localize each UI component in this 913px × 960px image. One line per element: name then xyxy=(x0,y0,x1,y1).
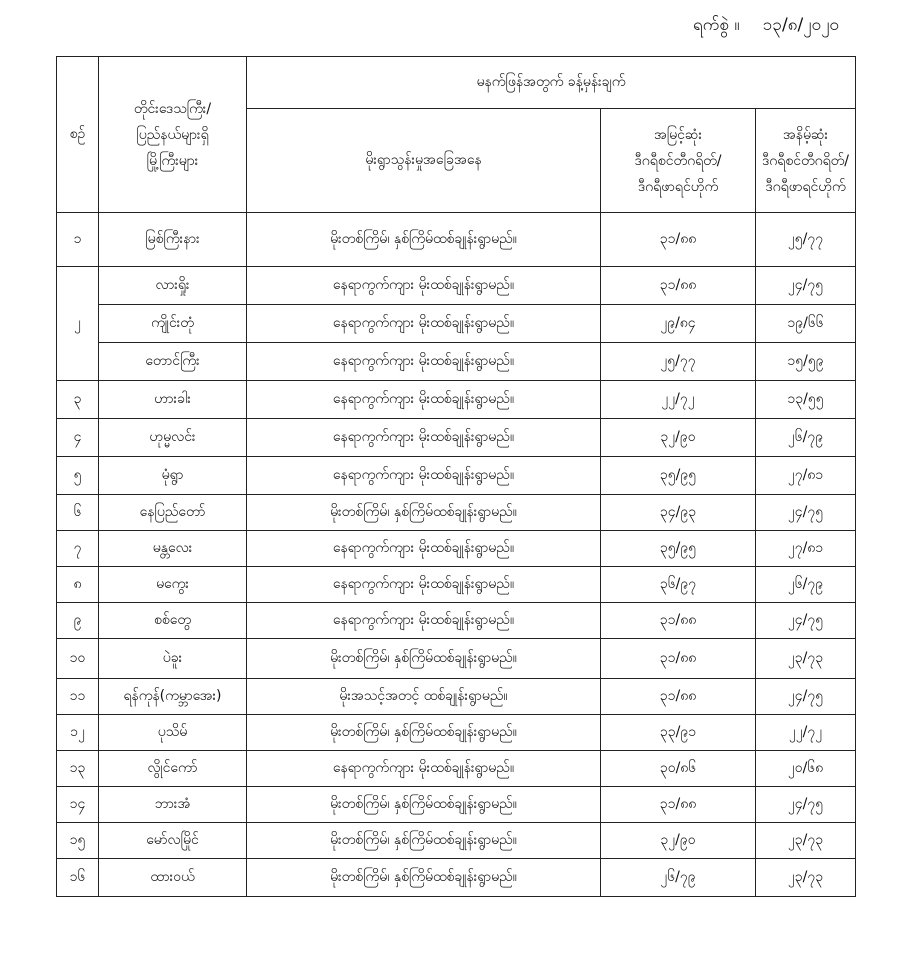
max-temp-cell: ၃၅/၉၅ xyxy=(601,457,756,495)
weather-cell: မိုးအသင့်အတင့် ထစ်ချုန်းရွာမည်။ xyxy=(247,679,601,715)
max-temp-cell: ၃၁/၈၈ xyxy=(601,267,756,305)
city-cell: ရန်ကုန်(ကမ္ဘာအေး) xyxy=(99,679,247,715)
table-row xyxy=(57,823,856,859)
table-row xyxy=(57,859,856,897)
weather-cell: မိုးတစ်ကြိမ်၊ နှစ်ကြိမ်ထစ်ချုန်းရွာမည်။ xyxy=(247,213,601,267)
table-body xyxy=(57,213,856,897)
min-temp-cell: ၂၃/၇၃ xyxy=(756,823,856,859)
row-number: ၁ xyxy=(57,213,99,267)
table-row xyxy=(57,267,856,305)
city-cell: စစ်တွေ xyxy=(99,603,247,639)
min-temp-cell: ၂၀/၆၈ xyxy=(756,751,856,787)
row-number: ၁၁ xyxy=(57,679,99,715)
weather-cell: နေရာကွက်ကျား မိုးထစ်ချုန်းရွာမည်။ xyxy=(247,343,601,381)
max-temp-cell: ၃၁/၈၈ xyxy=(601,603,756,639)
weather-cell: မိုးတစ်ကြိမ်၊ နှစ်ကြိမ်ထစ်ချုန်းရွာမည်။ xyxy=(247,859,601,897)
table-row xyxy=(57,787,856,823)
min-temp-cell: ၂၃/၇၃ xyxy=(756,639,856,679)
min-temp-cell: ၂၇/၈၁ xyxy=(756,457,856,495)
table-row xyxy=(57,305,856,343)
min-temp-cell: ၂၂/၇၂ xyxy=(756,715,856,751)
row-number: ၄ xyxy=(57,419,99,457)
table-row xyxy=(57,639,856,679)
max-temp-cell: ၃၅/၉၅ xyxy=(601,531,756,567)
row-number: ၅ xyxy=(57,457,99,495)
city-cell: မုံရွာ xyxy=(99,457,247,495)
table-row xyxy=(57,495,856,531)
header-max-temp: အမြင့်ဆုံး ဒီဂရီစင်တီဂရိတ်/ ဒီဂရီဖာရင်ဟိုက် xyxy=(601,109,756,213)
city-cell: လားရှိုး xyxy=(99,267,247,305)
min-temp-cell: ၂၄/၇၅ xyxy=(756,267,856,305)
date-line xyxy=(675,14,839,39)
table-row xyxy=(57,531,856,567)
header-forecast-group: မနက်ဖြန်အတွက် ခန့်မှန်းချက် xyxy=(247,57,856,109)
table-row xyxy=(57,715,856,751)
table-row xyxy=(57,343,856,381)
row-number: ၂ xyxy=(57,267,99,381)
row-number: ၇ xyxy=(57,531,99,567)
weather-cell: နေရာကွက်ကျား မိုးထစ်ချုန်းရွာမည်။ xyxy=(247,267,601,305)
city-cell: တောင်ကြီး xyxy=(99,343,247,381)
row-number: ၈ xyxy=(57,567,99,603)
row-number: ၁၄ xyxy=(57,787,99,823)
table-row xyxy=(57,457,856,495)
min-temp-cell: ၂၇/၈၁ xyxy=(756,531,856,567)
weather-cell: မိုးတစ်ကြိမ်၊ နှစ်ကြိမ်ထစ်ချုန်းရွာမည်။ xyxy=(247,715,601,751)
header-no: စဉ် xyxy=(57,57,99,213)
weather-cell: မိုးတစ်ကြိမ်၊ နှစ်ကြိမ်ထစ်ချုန်းရွာမည်။ xyxy=(247,787,601,823)
city-cell: မြစ်ကြီးနား xyxy=(99,213,247,267)
date-label: ရက်စွဲ ။ xyxy=(692,15,740,35)
weather-cell: နေရာကွက်ကျား မိုးထစ်ချုန်းရွာမည်။ xyxy=(247,531,601,567)
min-temp-cell: ၁၉/၆၆ xyxy=(756,305,856,343)
min-temp-cell: ၂၆/၇၉ xyxy=(756,419,856,457)
weather-cell: နေရာကွက်ကျား မိုးထစ်ချုန်းရွာမည်။ xyxy=(247,751,601,787)
city-cell: နေပြည်တော် xyxy=(99,495,247,531)
city-cell: ပုသိမ် xyxy=(99,715,247,751)
min-temp-cell: ၂၆/၇၉ xyxy=(756,567,856,603)
city-cell: လွိုင်ကော် xyxy=(99,751,247,787)
row-number: ၉ xyxy=(57,603,99,639)
min-temp-cell: ၂၅/၇၇ xyxy=(756,213,856,267)
max-temp-cell: ၂၉/၈၄ xyxy=(601,305,756,343)
header-city: တိုင်းဒေသကြီး/ ပြည်နယ်များရှိ မြို့ကြီးများ xyxy=(99,57,247,213)
row-number: ၁၀ xyxy=(57,639,99,679)
row-number: ၁၅ xyxy=(57,823,99,859)
max-temp-cell: ၃၁/၈၈ xyxy=(601,213,756,267)
table-row xyxy=(57,679,856,715)
city-cell: ဟားခါး xyxy=(99,381,247,419)
city-cell: မန္တလေး xyxy=(99,531,247,567)
max-temp-cell: ၃၃/၉၁ xyxy=(601,715,756,751)
city-cell: ဟုမ္မလင်း xyxy=(99,419,247,457)
row-number: ၁၃ xyxy=(57,751,99,787)
table-row xyxy=(57,381,856,419)
date-value: ၁၃/၈/၂၀၂၀ xyxy=(762,15,839,35)
min-temp-cell: ၂၄/၇၅ xyxy=(756,679,856,715)
max-temp-cell: ၃၂/၉၀ xyxy=(601,823,756,859)
header-min-temp: အနိမ့်ဆုံး ဒီဂရီစင်တီဂရိတ်/ ဒီဂရီဖာရင်ဟိုက် xyxy=(756,109,856,213)
weather-cell: မိုးတစ်ကြိမ်၊ နှစ်ကြိမ်ထစ်ချုန်းရွာမည်။ xyxy=(247,823,601,859)
weather-cell: မိုးတစ်ကြိမ်၊ နှစ်ကြိမ်ထစ်ချုန်းရွာမည်။ xyxy=(247,639,601,679)
city-cell: ထားဝယ် xyxy=(99,859,247,897)
max-temp-cell: ၃၁/၈၈ xyxy=(601,679,756,715)
row-number: ၆ xyxy=(57,495,99,531)
table-row xyxy=(57,419,856,457)
city-cell: ဘားအံ xyxy=(99,787,247,823)
max-temp-cell: ၃၄/၉၃ xyxy=(601,495,756,531)
weather-cell: နေရာကွက်ကျား မိုးထစ်ချုန်းရွာမည်။ xyxy=(247,603,601,639)
weather-cell: နေရာကွက်ကျား မိုးထစ်ချုန်းရွာမည်။ xyxy=(247,381,601,419)
min-temp-cell: ၁၅/၅၉ xyxy=(756,343,856,381)
table-row xyxy=(57,603,856,639)
min-temp-cell: ၁၃/၅၅ xyxy=(756,381,856,419)
city-cell: မော်လမြိုင် xyxy=(99,823,247,859)
row-number: ၁၆ xyxy=(57,859,99,897)
max-temp-cell: ၃၂/၉၀ xyxy=(601,419,756,457)
forecast-table xyxy=(56,56,856,897)
min-temp-cell: ၂၄/၇၅ xyxy=(756,603,856,639)
max-temp-cell: ၂၆/၇၉ xyxy=(601,859,756,897)
max-temp-cell: ၃၁/၈၈ xyxy=(601,787,756,823)
max-temp-cell: ၃၀/၈၆ xyxy=(601,751,756,787)
table-row xyxy=(57,567,856,603)
row-number: ၃ xyxy=(57,381,99,419)
city-cell: ပဲခူး xyxy=(99,639,247,679)
city-cell: ကျိုင်းတုံ xyxy=(99,305,247,343)
row-number: ၁၂ xyxy=(57,715,99,751)
weather-cell: မိုးတစ်ကြိမ်၊ နှစ်ကြိမ်ထစ်ချုန်းရွာမည်။ xyxy=(247,495,601,531)
min-temp-cell: ၂၄/၇၅ xyxy=(756,495,856,531)
table-row xyxy=(57,213,856,267)
max-temp-cell: ၃၆/၉၇ xyxy=(601,567,756,603)
weather-cell: နေရာကွက်ကျား မိုးထစ်ချုန်းရွာမည်။ xyxy=(247,567,601,603)
weather-cell: နေရာကွက်ကျား မိုးထစ်ချုန်းရွာမည်။ xyxy=(247,305,601,343)
header-weather: မိုးရွာသွန်းမှုအခြေအနေ xyxy=(247,109,601,213)
max-temp-cell: ၂၂/၇၂ xyxy=(601,381,756,419)
min-temp-cell: ၂၄/၇၅ xyxy=(756,787,856,823)
max-temp-cell: ၂၅/၇၇ xyxy=(601,343,756,381)
city-cell: မကွေး xyxy=(99,567,247,603)
table-row xyxy=(57,751,856,787)
weather-cell: နေရာကွက်ကျား မိုးထစ်ချုန်းရွာမည်။ xyxy=(247,457,601,495)
min-temp-cell: ၂၃/၇၃ xyxy=(756,859,856,897)
max-temp-cell: ၃၁/၈၈ xyxy=(601,639,756,679)
weather-cell: နေရာကွက်ကျား မိုးထစ်ချုန်းရွာမည်။ xyxy=(247,419,601,457)
